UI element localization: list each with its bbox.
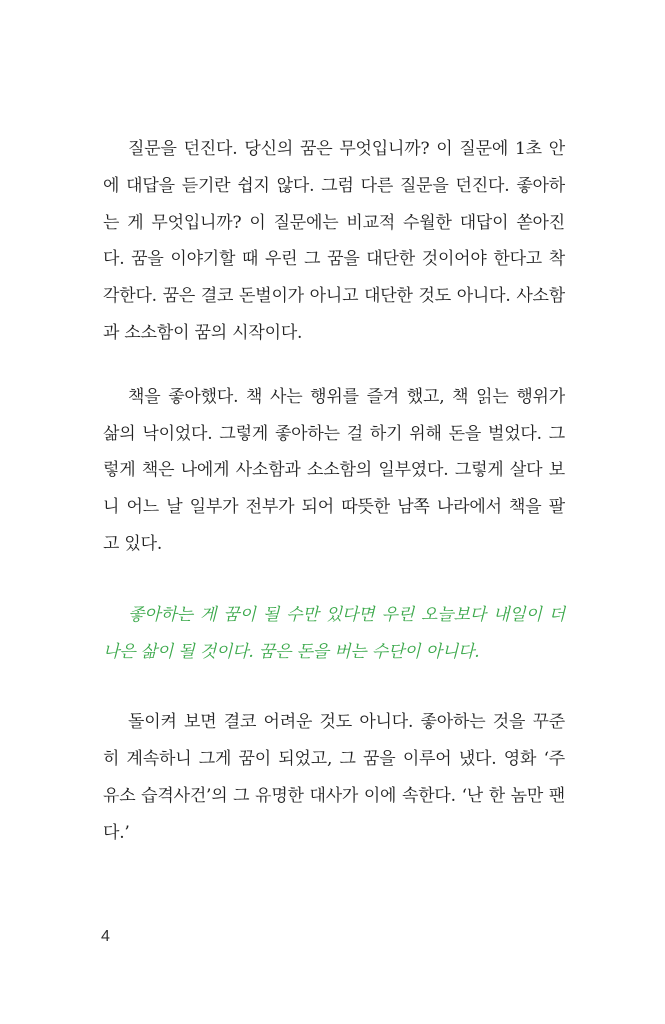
text-line: 고 있다. bbox=[103, 533, 163, 554]
page-body bbox=[103, 131, 565, 879]
text-line: 질문을 던진다. 당신의 꿈은 무엇입니까? 이 질문에 1초 안 bbox=[128, 139, 565, 159]
paragraph-looking-back bbox=[103, 704, 565, 851]
text-line: 히 계속하니 그게 꿈이 되었고, 그 꿈을 이루어 냈다. 영화 ‘주 bbox=[103, 749, 565, 770]
text-line: 는 게 무엇입니까? 이 질문에는 비교적 수월한 대답이 쏟아진 bbox=[103, 212, 565, 233]
text-line: 돌이켜 보면 결코 어려운 것도 아니다. 좋아하는 것을 꾸준 bbox=[128, 712, 565, 733]
page-number: 4 bbox=[101, 928, 110, 945]
text-line: 각한다. 꿈은 결코 돈벌이가 아니고 대단한 것도 아니다. 사소함 bbox=[103, 286, 565, 307]
text-line: 좋아하는 게 꿈이 될 수만 있다면 우린 오늘보다 내일이 더 bbox=[128, 604, 565, 625]
text-line: 과 소소함이 꿈의 시작이다. bbox=[103, 322, 303, 343]
text-line: 에 대답을 듣기란 쉽지 않다. 그럼 다른 질문을 던진다. 좋아하 bbox=[103, 175, 565, 196]
text-line: 렇게 책은 나에게 사소함과 소소함의 일부였다. 그렇게 살다 보 bbox=[103, 460, 565, 481]
text-line: 다. 꿈을 이야기할 때 우린 그 꿈을 대단한 것이어야 한다고 착 bbox=[103, 249, 565, 270]
text-line: 삶의 낙이었다. 그렇게 좋아하는 걸 하기 위해 돈을 벌었다. 그 bbox=[103, 423, 565, 444]
paragraph-books bbox=[103, 379, 565, 563]
text-line: 유소 습격사건’의 그 유명한 대사가 이에 속한다. ‘난 한 놈만 팬 bbox=[103, 785, 565, 806]
text-line: 니 어느 날 일부가 전부가 되어 따뜻한 남쪽 나라에서 책을 팔 bbox=[103, 497, 565, 518]
paragraph-dreams-question bbox=[103, 131, 565, 352]
highlighted-quote bbox=[103, 597, 565, 671]
text-line: 책을 좋아했다. 책 사는 행위를 즐겨 했고, 책 읽는 행위가 bbox=[128, 386, 565, 407]
text-line: 다.’ bbox=[103, 822, 130, 843]
text-line: 나은 삶이 될 것이다. 꿈은 돈을 버는 수단이 아니다. bbox=[103, 641, 480, 662]
